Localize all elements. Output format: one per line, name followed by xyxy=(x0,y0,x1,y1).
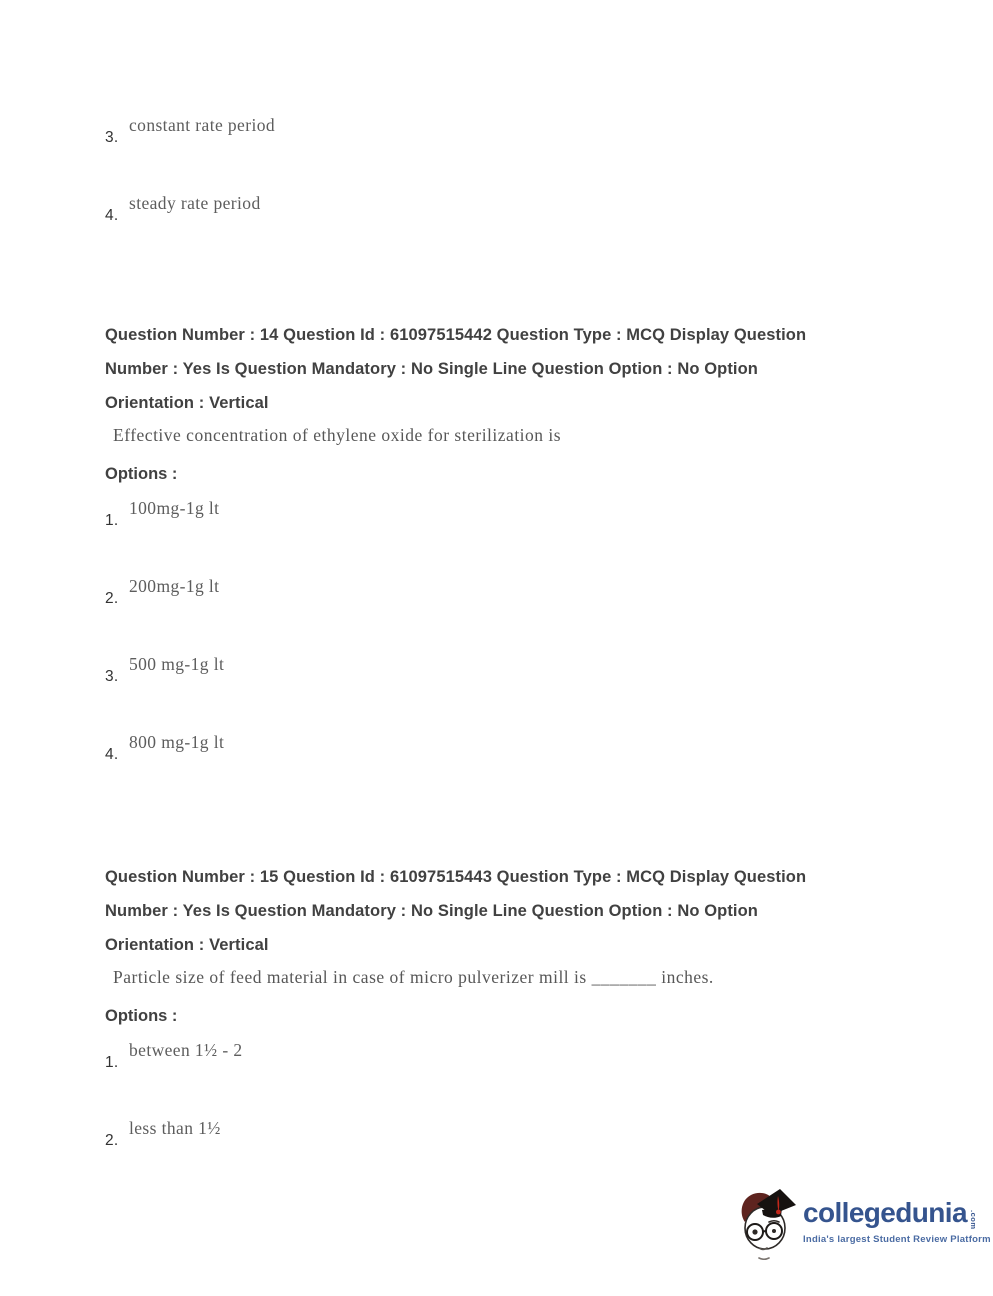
option-text: less than 1½ xyxy=(129,1118,221,1138)
option-number: 4. xyxy=(105,207,119,224)
option-text: between 1½ - 2 xyxy=(129,1040,243,1060)
logo-tagline: India's largest Student Review Platform xyxy=(803,1233,991,1245)
option-text: steady rate period xyxy=(129,193,261,213)
logo-domain-suffix: .com xyxy=(968,1210,978,1230)
option-number: 1. xyxy=(105,512,119,529)
collegedunia-logo[interactable] xyxy=(735,1184,991,1267)
option-number: 2. xyxy=(105,1132,119,1149)
logo-brand-row xyxy=(803,1198,991,1230)
option-text: 100mg-1g lt xyxy=(129,498,220,518)
question-metadata-line: Orientation : Vertical xyxy=(105,936,269,954)
option-row xyxy=(105,576,903,610)
option-number: 3. xyxy=(105,668,119,685)
question-metadata-line: Number : Yes Is Question Mandatory : No Single Line Question Option : No Option xyxy=(105,360,758,378)
option-row xyxy=(105,193,903,227)
option-row xyxy=(105,654,903,688)
question-text: Particle size of feed material in case of micro pulverizer mill is _______ inches. xyxy=(113,967,714,987)
option-number: 3. xyxy=(105,129,119,146)
option-row xyxy=(105,1118,903,1152)
question-text: Effective concentration of ethylene oxide for sterilization is xyxy=(113,425,562,445)
options-list xyxy=(105,1040,903,1152)
question-metadata xyxy=(105,860,903,962)
question-metadata-line: Question Number : 15 Question Id : 61097515443 Question Type : MCQ Display Question xyxy=(105,868,807,886)
question-metadata xyxy=(105,318,903,420)
option-number: 2. xyxy=(105,590,119,607)
previous-question-options xyxy=(105,115,903,227)
option-text: constant rate period xyxy=(129,115,276,135)
question-metadata-line: Number : Yes Is Question Mandatory : No Single Line Question Option : No Option xyxy=(105,902,758,920)
options-label: Options : xyxy=(105,1007,178,1025)
option-row xyxy=(105,115,903,149)
logo-text-group xyxy=(803,1198,991,1245)
question-metadata-line: Orientation : Vertical xyxy=(105,394,269,412)
options-label: Options : xyxy=(105,465,178,483)
collegedunia-mascot-icon xyxy=(735,1184,797,1267)
option-row xyxy=(105,498,903,532)
question-15-block xyxy=(105,860,903,1152)
options-list xyxy=(105,498,903,766)
option-text: 200mg-1g lt xyxy=(129,576,220,596)
option-text: 500 mg-1g lt xyxy=(129,654,225,674)
option-number: 1. xyxy=(105,1054,119,1071)
option-row xyxy=(105,732,903,766)
question-metadata-line: Question Number : 14 Question Id : 61097515442 Question Type : MCQ Display Question xyxy=(105,326,807,344)
option-text: 800 mg-1g lt xyxy=(129,732,225,752)
option-row xyxy=(105,1040,903,1074)
logo-brand-text: collegedunia xyxy=(803,1197,967,1228)
question-14-block xyxy=(105,318,903,766)
option-number: 4. xyxy=(105,746,119,763)
